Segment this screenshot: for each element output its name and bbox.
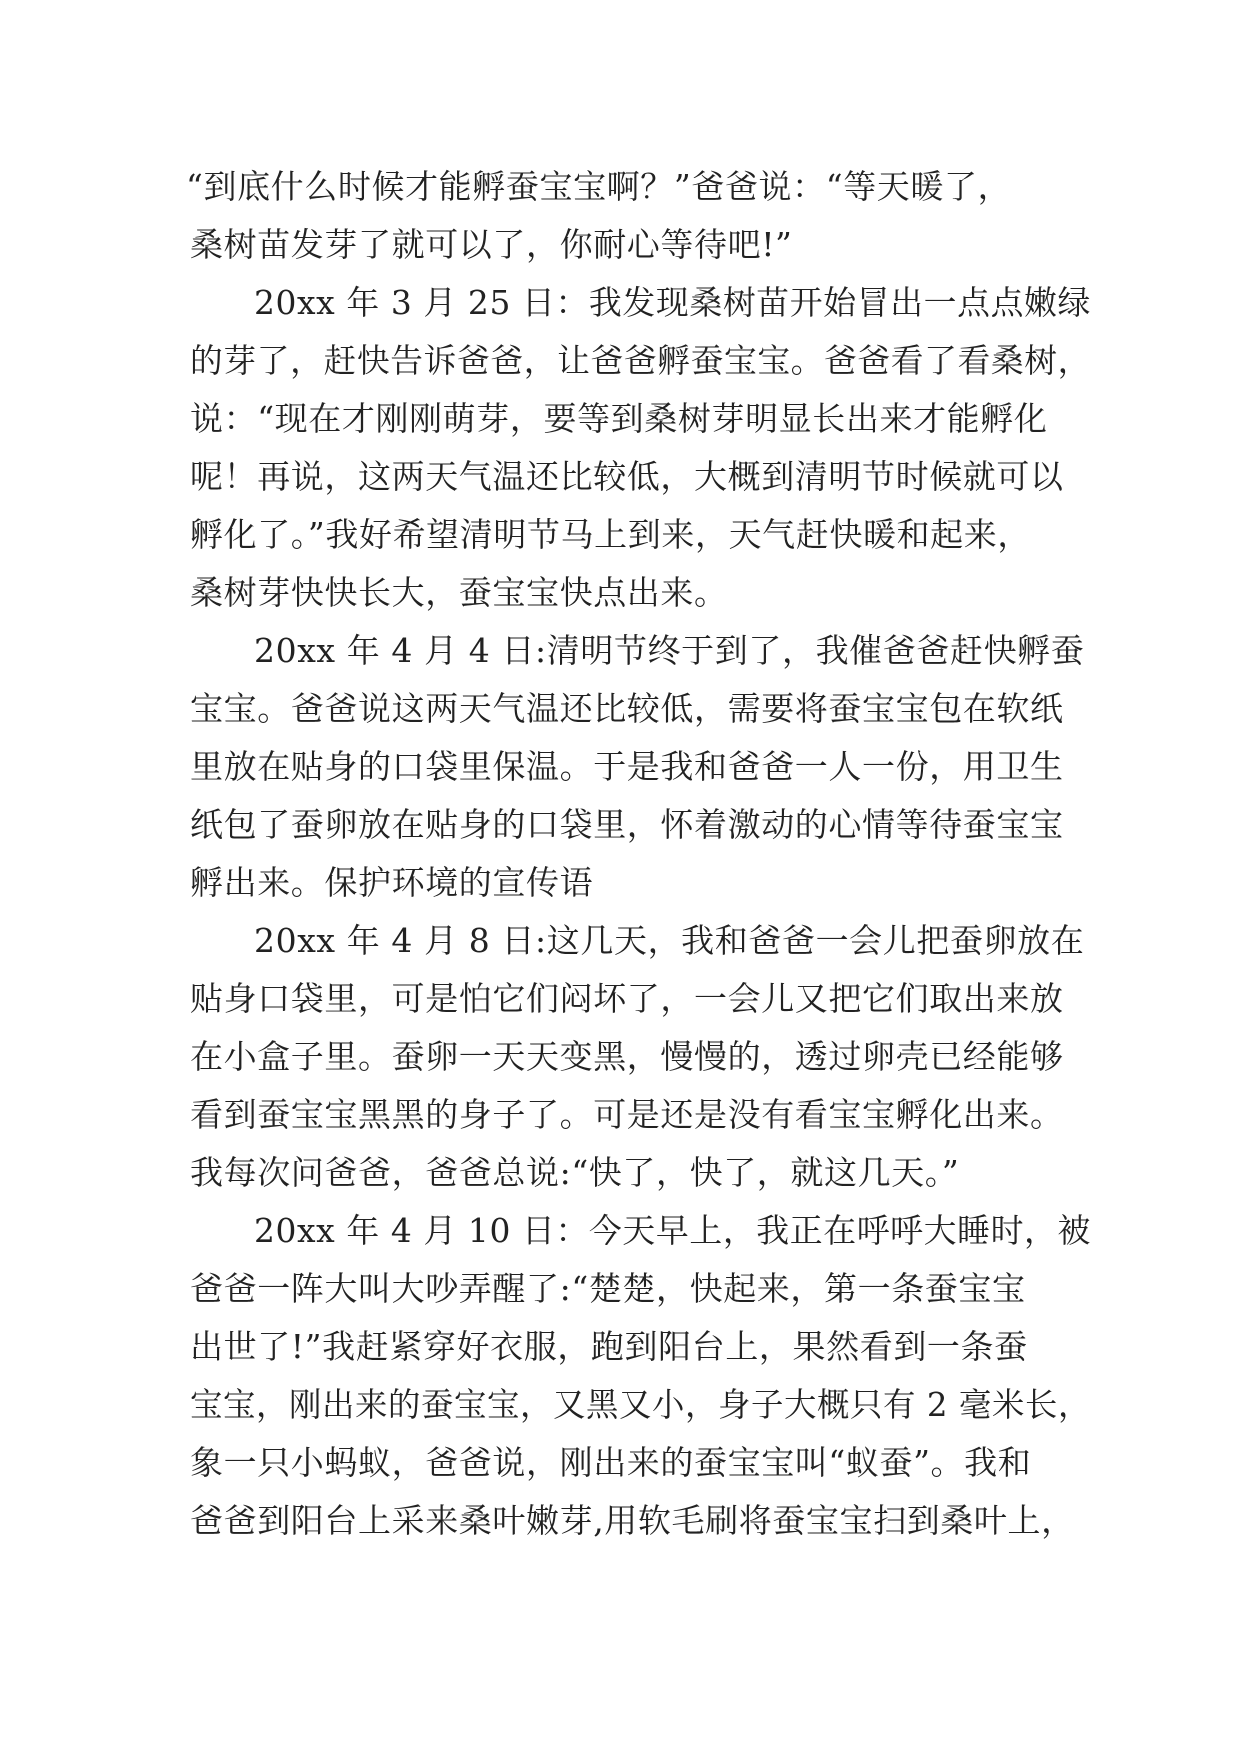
text-line-content: 纸包了蚕卵放在贴身的口袋里，怀着激动的心情等待蚕宝宝: [190, 805, 1064, 844]
text-line-content: 里放在贴身的口袋里保温。于是我和爸爸一人一份，用卫生: [190, 747, 1064, 786]
text-line-content: 爸爸到阳台上采来桑叶嫩芽,用软毛刷将蚕宝宝扫到桑叶上，: [190, 1501, 1075, 1540]
text-line: [0, 1318, 1241, 1376]
text-line-content: 贴身口袋里，可是怕它们闷坏了，一会儿又把它们取出来放: [190, 979, 1064, 1018]
text-line: [0, 680, 1241, 738]
text-line: [0, 1144, 1241, 1202]
paragraph-start-line: [0, 912, 1241, 970]
text-line-content: 的芽了，赶快告诉爸爸，让爸爸孵蚕宝宝。爸爸看了看桑树，: [190, 341, 1092, 380]
text-line-content: 说：“现在才刚刚萌芽，要等到桑树芽明显长出来才能孵化: [190, 399, 1048, 438]
paragraph-start-line: [0, 622, 1241, 680]
text-line-content: 宝宝，刚出来的蚕宝宝，又黑又小，身子大概只有 2 毫米长，: [190, 1385, 1092, 1424]
text-line: [0, 1260, 1241, 1318]
text-line: [0, 1376, 1241, 1434]
text-line: [0, 970, 1241, 1028]
text-line: [0, 390, 1241, 448]
text-line-content: 在小盒子里。蚕卵一天天变黑，慢慢的，透过卵壳已经能够: [190, 1037, 1064, 1076]
text-line-content: 我每次问爸爸，爸爸总说:“快了，快了，就这几天。”: [190, 1153, 960, 1192]
text-line-content: 宝宝。爸爸说这两天气温还比较低，需要将蚕宝宝包在软纸: [190, 689, 1064, 728]
text-line-content: 桑树芽快快长大，蚕宝宝快点出来。: [190, 573, 728, 612]
text-line-content: 孵出来。保护环境的宣传语: [190, 863, 594, 902]
text-line: [0, 1492, 1241, 1550]
text-line: [0, 796, 1241, 854]
text-line-content: 桑树苗发芽了就可以了，你耐心等待吧!”: [190, 225, 793, 264]
text-line-content: 20xx 年 4 月 4 日:清明节终于到了，我催爸爸赶快孵蚕: [254, 631, 1085, 670]
text-line: [0, 158, 1241, 216]
text-line: [0, 854, 1241, 912]
text-line-content: 出世了!”我赶紧穿好衣服，跑到阳台上，果然看到一条蚕: [190, 1327, 1028, 1366]
text-line-content: 看到蚕宝宝黑黑的身子了。可是还是没有看宝宝孵化出来。: [190, 1095, 1064, 1134]
text-line: [0, 216, 1241, 274]
text-line: [0, 1434, 1241, 1492]
paragraph-start-line: [0, 274, 1241, 332]
text-line: [0, 1028, 1241, 1086]
text-line-content: 20xx 年 4 月 8 日:这几天，我和爸爸一会儿把蚕卵放在: [254, 921, 1085, 960]
text-line-content: 20xx 年 4 月 10 日：今天早上，我正在呼呼大睡时，被: [254, 1211, 1091, 1250]
text-line: [0, 332, 1241, 390]
text-line-content: 象一只小蚂蚁，爸爸说，刚出来的蚕宝宝叫“蚁蚕”。我和: [190, 1443, 1032, 1482]
text-line-content: 爸爸一阵大叫大吵弄醒了:“楚楚，快起来，第一条蚕宝宝: [190, 1269, 1026, 1308]
text-line: [0, 506, 1241, 564]
text-line-content: “到底什么时候才能孵蚕宝宝啊？”爸爸说：“等天暖了，: [186, 167, 1012, 206]
text-line: [0, 738, 1241, 796]
text-line-content: 孵化了。”我好希望清明节马上到来，天气赶快暖和起来，: [190, 515, 1031, 554]
paragraph-start-line: [0, 1202, 1241, 1260]
text-line-content: 20xx 年 3 月 25 日：我发现桑树苗开始冒出一点点嫩绿: [254, 283, 1091, 322]
text-line: [0, 564, 1241, 622]
text-line: [0, 1086, 1241, 1144]
text-line: [0, 448, 1241, 506]
text-line-content: 呢！再说，这两天气温还比较低，大概到清明节时候就可以: [190, 457, 1064, 496]
